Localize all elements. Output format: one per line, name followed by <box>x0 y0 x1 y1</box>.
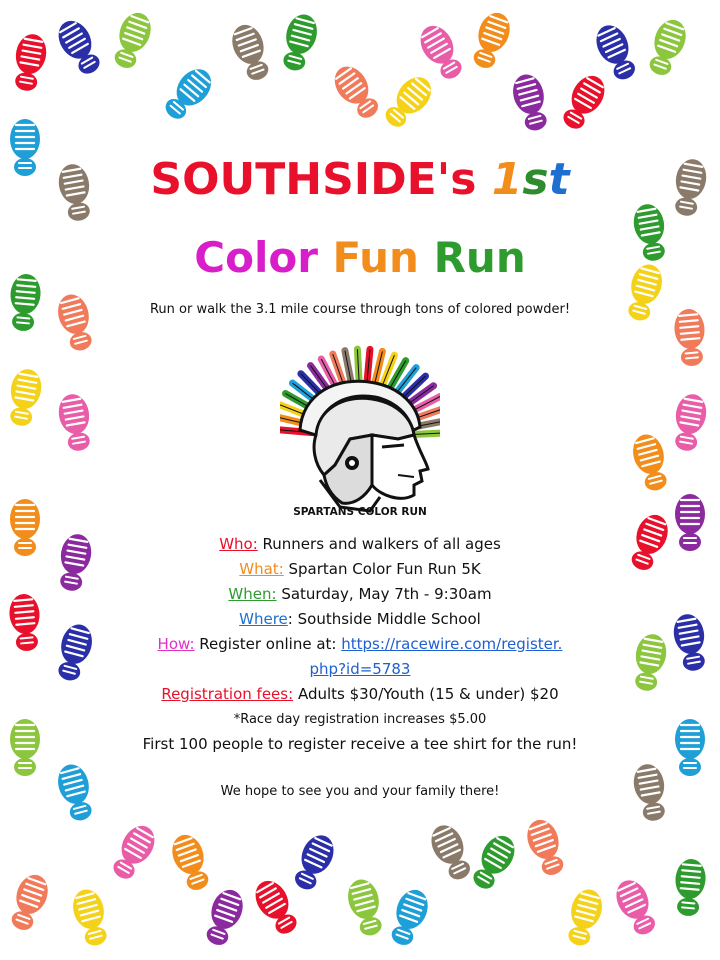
footprint-icon <box>328 60 385 124</box>
detail-where <box>100 607 620 632</box>
detail-label: How: <box>157 635 195 653</box>
footprint-icon <box>10 32 49 93</box>
footprint-icon <box>8 593 43 652</box>
footprint-icon <box>55 532 94 593</box>
footprint-icon <box>54 761 98 824</box>
footprint-icon <box>557 70 611 134</box>
footprint-icon <box>107 820 161 884</box>
footprint-icon <box>56 162 95 223</box>
footprint-icon <box>10 499 40 556</box>
spartan-logo <box>280 335 440 520</box>
footprint-icon <box>631 762 670 823</box>
footprint-icon <box>5 870 53 934</box>
footprint-icon <box>108 8 156 72</box>
footprint-icon <box>7 273 42 332</box>
detail-text: Register online at: <box>194 635 342 653</box>
detail-who <box>100 532 620 557</box>
footprint-icon <box>200 885 248 949</box>
event-details <box>100 532 620 804</box>
footprint-icon <box>509 71 553 134</box>
details-list <box>100 532 620 682</box>
footprint-icon <box>414 20 468 84</box>
detail-when <box>100 582 620 607</box>
tee-note: First 100 people to register receive a tee shirt for the run! <box>142 735 578 753</box>
footprint-icon <box>629 431 673 494</box>
fees-label: Registration fees: <box>161 685 294 703</box>
title-word-run: Run <box>433 233 526 282</box>
footprint-icon <box>467 8 515 72</box>
footprint-icon <box>425 820 476 884</box>
footprint-icon <box>630 632 669 693</box>
footprint-icon <box>675 494 705 551</box>
footprint-icon <box>10 119 40 176</box>
closing-line: We hope to see you and your family there! <box>220 784 500 799</box>
footprint-icon <box>288 830 339 894</box>
footprint-icon <box>69 886 113 949</box>
fees-text: Adults $30/Youth (15 & under) $20 <box>293 685 559 703</box>
race-day-note: *Race day registration increases $5.00 <box>233 712 487 727</box>
title-word-color: Color <box>194 233 318 282</box>
tagline: Run or walk the 3.1 mile course through tons of colored powder! <box>149 302 571 317</box>
footprint-icon <box>5 367 44 428</box>
footprint-icon <box>643 15 691 79</box>
footprint-icon <box>167 830 215 894</box>
detail-text: Saturday, May 7th - 9:30am <box>276 585 492 603</box>
detail-label: What: <box>239 560 284 578</box>
footprint-icon <box>631 202 670 263</box>
footprint-icon <box>249 875 303 939</box>
footprint-icon <box>54 291 98 354</box>
footprint-icon <box>675 719 705 776</box>
title-line-1: SOUTHSIDE's 1st <box>150 154 570 205</box>
footprint-icon <box>671 612 710 673</box>
footprint-icon <box>562 886 606 949</box>
footprint-icon <box>52 15 106 79</box>
footprint-icon <box>344 876 388 939</box>
footprint-icon <box>590 20 641 84</box>
footprint-icon <box>622 261 666 324</box>
footprint-icon <box>10 719 40 776</box>
footprint-icon <box>52 621 96 684</box>
detail-fees <box>100 682 620 707</box>
register-link[interactable]: https://racewire.com/register. <box>341 635 563 653</box>
footprint-icon <box>670 392 709 453</box>
footprint-icon <box>56 392 95 453</box>
footprint-icon <box>610 875 661 939</box>
detail-how <box>100 632 620 657</box>
footprint-icon <box>227 20 275 84</box>
detail-how-cont <box>100 657 620 682</box>
footprint-icon <box>385 885 433 949</box>
footprint-icon <box>379 70 439 133</box>
register-link-cont[interactable]: php?id=5783 <box>309 660 411 678</box>
footprint-icon <box>625 510 673 574</box>
footprint-icon <box>670 157 709 218</box>
title-word-fun: Fun <box>332 233 419 282</box>
detail-text: Spartan Color Fun Run 5K <box>283 560 481 578</box>
footprint-icon <box>673 308 708 367</box>
footprint-icon <box>672 858 707 917</box>
footprint-icon <box>522 815 570 879</box>
detail-label: When: <box>228 585 277 603</box>
footprint-icon <box>277 11 321 74</box>
title-ordinal: 1st <box>491 154 570 205</box>
detail-label: Where <box>239 610 288 628</box>
detail-text: Runners and walkers of all ages <box>257 535 501 553</box>
title-line-2 <box>100 230 620 286</box>
detail-text: : Southside Middle School <box>287 610 481 628</box>
footprint-icon <box>467 830 521 894</box>
detail-label: Who: <box>219 535 258 553</box>
logo-caption: SPARTANS COLOR RUN <box>293 506 427 518</box>
spartan-helmet-icon <box>280 335 440 520</box>
footprint-icon <box>159 62 219 125</box>
detail-what <box>100 557 620 582</box>
